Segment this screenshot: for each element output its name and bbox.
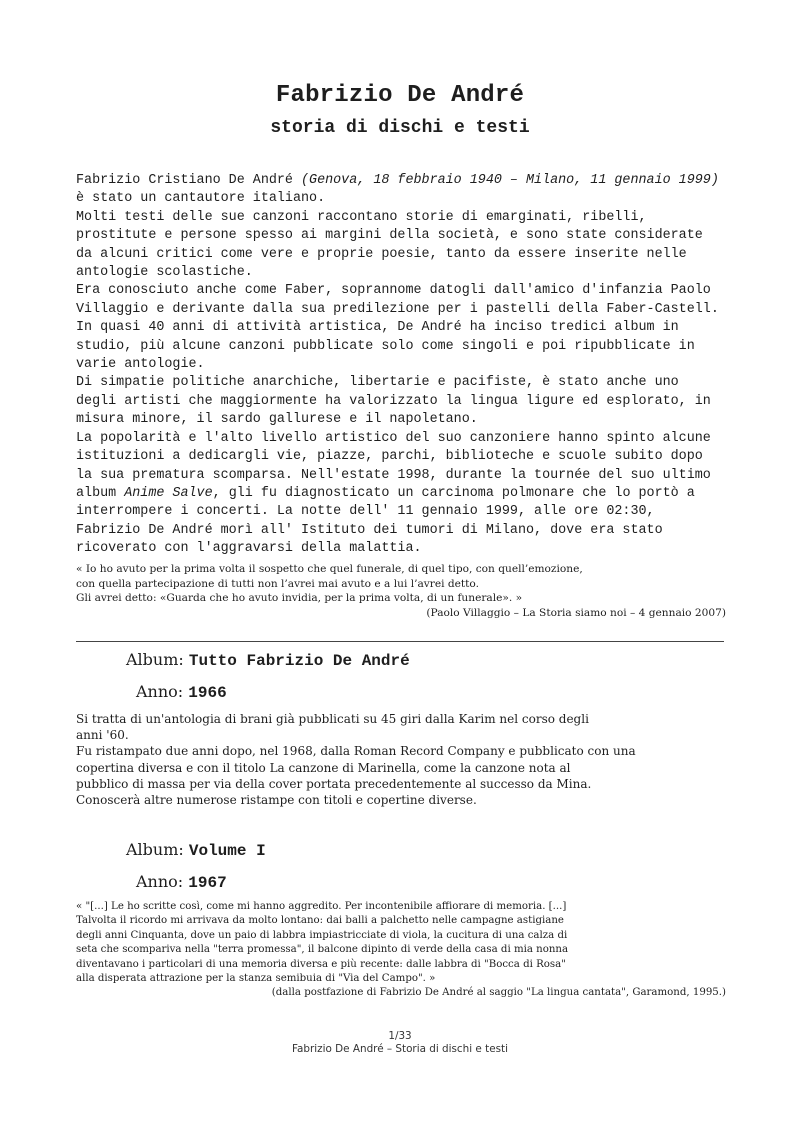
- album-year: 1967: [188, 874, 227, 892]
- villaggio-quote: [76, 562, 726, 620]
- bio-line: antologie scolastiche.: [76, 265, 253, 281]
- bio-line-text: Fabrizio Cristiano De André: [76, 173, 301, 188]
- quote-line: seta che scompariva nella "terra promessa", il balcone dipinto di verde della casa di mia nonna: [76, 944, 569, 956]
- bio-line: misura minore, il sardo gallurese e il napoletano.: [76, 412, 478, 428]
- quote-line: Talvolta il ricordo mi arrivava da molto lontano: dai balli a palchetto nelle campagne astigiane: [76, 915, 564, 927]
- bio-line: Di simpatie politiche anarchiche, libertarie e pacifiste, è stato anche uno: [76, 375, 679, 391]
- biography-section: [76, 172, 736, 559]
- album-year: 1966: [188, 684, 227, 702]
- bio-line: degli artisti che maggiormente ha valorizzato la lingua ligure ed esplorato, in: [76, 393, 711, 409]
- album-label: Album:: [126, 840, 189, 859]
- year-label: Anno:: [136, 682, 189, 701]
- page-subtitle: storia di dischi e testi: [270, 118, 530, 138]
- bio-line: Villaggio e derivante dalla sua predilezione per i pastelli della Faber-Castell.: [76, 301, 719, 317]
- page-footer: [0, 1030, 800, 1056]
- bio-line: Molti testi delle sue canzoni raccontano storie di emarginati, ribelli,: [76, 209, 647, 225]
- quote-line: alla disperata attrazione per la stanza semibuia di "Via del Campo". »: [76, 973, 436, 985]
- bio-line: istituzioni a dedicargli vie, piazze, parchi, biblioteche e scuole subito dopo: [76, 449, 703, 465]
- page-title: Fabrizio De André: [275, 82, 525, 109]
- quote-line: degli anni Cinquanta, dove un paio di labbra impiastricciate di viola, la cucitura di una calza di: [76, 929, 568, 941]
- page-number: 1/33: [388, 1030, 412, 1042]
- bio-line-text: album: [76, 485, 125, 501]
- bio-line: In quasi 40 anni di attività artistica, De André ha inciso tredici album in: [76, 320, 679, 336]
- bio-line: [76, 485, 736, 503]
- bio-line: La popolarità e l'alto livello artistico del suo canzoniere hanno spinto alcune: [76, 430, 711, 446]
- quote-line: diventavano i particolari di una memoria diversa e più recente: dalle labbra di "Bocca di Rosa": [76, 958, 566, 970]
- album-heading: [126, 840, 266, 860]
- album-heading: [126, 650, 410, 670]
- bio-line: Fabrizio De André morì all' Istituto dei tumori di Milano, dove era stato: [76, 522, 663, 538]
- album-label: Album:: [126, 650, 189, 669]
- album-title: Tutto Fabrizio De André: [188, 652, 410, 670]
- bio-line: è stato un cantautore italiano.: [76, 191, 326, 207]
- bio-line-text: , gli fu diagnosticato un carcinoma polmonare che lo portò a: [212, 485, 695, 501]
- description-line: Conoscerà altre numerose ristampe con titoli e copertine diverse.: [76, 793, 477, 808]
- quote-attribution: (dalla postfazione di Fabrizio De André al saggio "La lingua cantata", Garamond, 1995.): [271, 987, 726, 999]
- quote-line: con quella partecipazione di tutti non l’avrei mai avuto e a lui l’avrei detto.: [76, 577, 479, 590]
- bio-line: Era conosciuto anche come Faber, soprannome datogli dall'amico d'infanzia Paolo: [76, 283, 711, 299]
- bio-line: studio, più alcune canzoni pubblicate solo come singoli e poi ripubblicate in: [76, 338, 695, 354]
- album-name-italic: Anime Salve: [124, 485, 213, 501]
- description-line: anni '60.: [76, 728, 129, 743]
- bio-line: [76, 172, 736, 190]
- bio-line: da alcuni critici come vere e proprie poesie, tanto da essere inserite nelle: [76, 246, 687, 262]
- quote-line: « Io ho avuto per la prima volta il sospetto che quel funerale, di quel tipo, con quell’emozione,: [76, 563, 583, 575]
- album-title: Volume I: [188, 842, 266, 860]
- quote-line: « "[...] Le ho scritte così, come mi hanno aggredito. Per incontenibile affiorare di memoria. [...]: [76, 901, 567, 912]
- bio-dates: (Genova, 18 febbraio 1940 – Milano, 11 gennaio 1999): [301, 173, 719, 188]
- description-line: Fu ristampato due anni dopo, nel 1968, dalla Roman Record Company e pubblicato con una: [76, 744, 636, 759]
- section-divider: [76, 641, 724, 642]
- bio-line: la sua prematura scomparsa. Nell'estate 1998, durante la tournée del suo ultimo: [76, 467, 711, 483]
- bio-line: ricoverato con l'aggravarsi della malattia.: [76, 541, 422, 557]
- footer-title: Fabrizio De André – Storia di dischi e testi: [292, 1043, 508, 1055]
- year-heading: [136, 872, 227, 892]
- album-description: [76, 711, 736, 808]
- year-heading: [136, 682, 227, 702]
- year-label: Anno:: [136, 872, 189, 891]
- bio-line: prostitute e persone spesso ai margini della società, e sono state considerate: [76, 228, 703, 244]
- quote-line: Gli avrei detto: «Guarda che ho avuto invidia, per la prima volta, di un funerale». »: [76, 592, 523, 605]
- deandre-quote: [76, 900, 726, 1001]
- bio-line: varie antologie.: [76, 357, 205, 373]
- description-line: Si tratta di un'antologia di brani già pubblicati su 45 giri dalla Karim nel corso degli: [76, 712, 589, 726]
- description-line: pubblico di massa per via della cover portata precedentemente al successo da Mina.: [76, 776, 592, 791]
- description-line: copertina diversa e con il titolo La canzone di Marinella, come la canzone nota al: [76, 760, 571, 775]
- bio-line: interrompere i concerti. La notte dell' 11 gennaio 1999, alle ore 02:30,: [76, 504, 655, 520]
- quote-attribution: (Paolo Villaggio – La Storia siamo noi – 4 gennaio 2007): [426, 606, 726, 619]
